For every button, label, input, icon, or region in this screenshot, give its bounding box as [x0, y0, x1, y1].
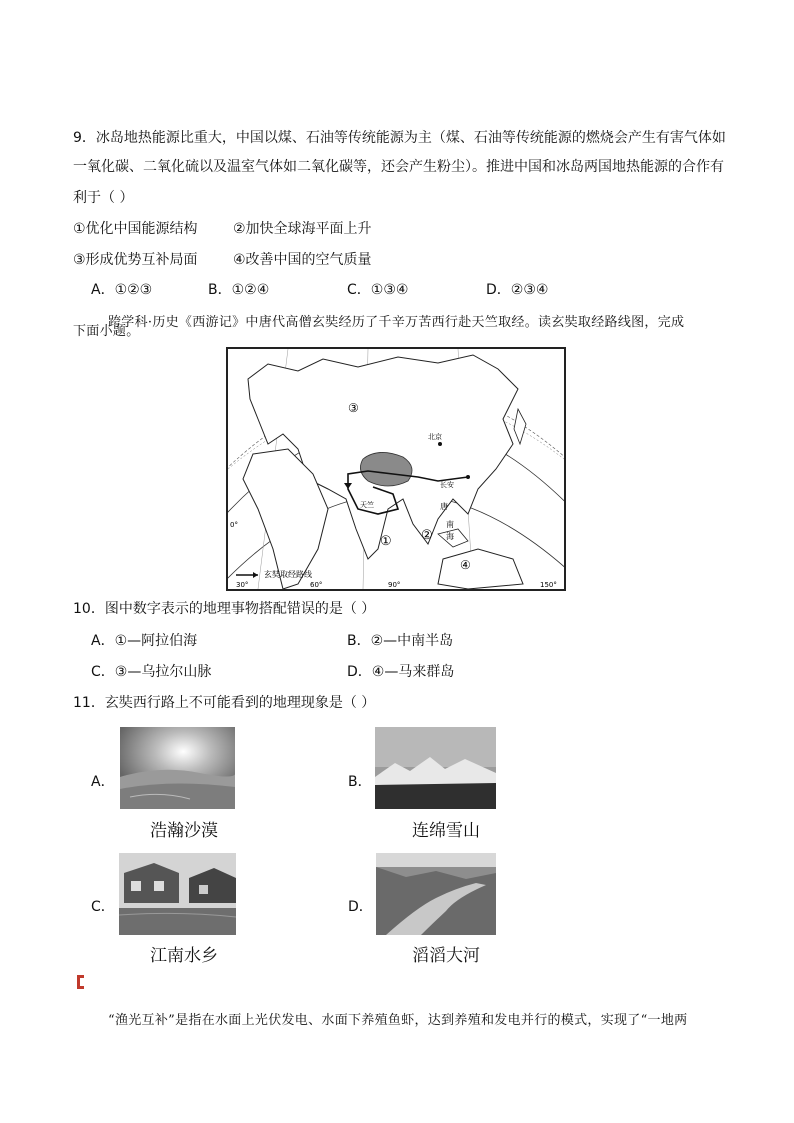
q9-stem-line3: 利于（ ）: [73, 190, 134, 206]
lon-label-30: 30°: [236, 581, 249, 589]
map-drawing: [228, 349, 564, 589]
q11-option-d-label: D．: [348, 899, 373, 915]
map-label-1: ①: [380, 534, 392, 549]
australia-landmass: [438, 549, 523, 589]
changan-dot: [466, 475, 470, 479]
q10-option-b: B．②—中南半岛: [347, 633, 454, 649]
desert-photo: [120, 727, 235, 809]
intro-line1: 跨学科·历史《西游记》中唐代高僧玄奘经历了千辛万苦西行赴天竺取经。读玄奘取经路线图，完成: [108, 315, 685, 330]
map-label-2: ②: [421, 528, 433, 543]
lon-label-90: 90°: [388, 581, 401, 589]
island: [514, 409, 526, 444]
q9-statement-1: ①优化中国能源结构: [73, 221, 198, 237]
q9-statement-4: ④改善中国的空气质量: [233, 252, 372, 268]
snow-mountain-photo: [375, 727, 496, 809]
beijing-dot: [438, 442, 442, 446]
q10-option-a: A．①—阿拉伯海: [91, 633, 198, 649]
map-label-3: ③: [348, 401, 359, 415]
q9-statement-3: ③形成优势互补局面: [73, 252, 198, 268]
q9-statement-2: ②加快全球海平面上升: [233, 221, 372, 237]
water-town-photo: [119, 853, 236, 935]
legend-arrowhead: [253, 572, 258, 578]
q11-option-c-caption: 江南水乡: [150, 946, 218, 966]
q11-option-d-caption: 滔滔大河: [412, 946, 480, 966]
map-label-tianzhu: 天竺: [360, 501, 374, 509]
q11-option-c-label: C．: [91, 899, 115, 915]
lat-label-0: 0°: [230, 521, 238, 529]
lon-label-150: 150°: [540, 581, 557, 589]
q9-option-d: D．②③④: [486, 282, 549, 298]
q11-option-a-label: A．: [91, 774, 115, 790]
q10-option-c: C．③—乌拉尔山脉: [91, 664, 212, 680]
map-label-beijing: 北京: [428, 433, 442, 441]
q11-option-b-label: B．: [348, 774, 372, 790]
intro-line2: 下面小题。: [73, 324, 140, 339]
q9-option-a: A．①②③: [91, 282, 153, 298]
map-label-nan: 南: [446, 520, 454, 529]
q9-stem-line1: 9．冰岛地热能源比重大，中国以煤、石油等传统能源为主（煤、石油等传统能源的燃烧会产生有害气体如: [73, 130, 726, 146]
river-photo: [376, 853, 496, 935]
q9-stem-line2: 一氧化碳、二氧化硫以及温室气体如二氧化碳等，还会产生粉尘）。推进中国和冰岛两国地热能源的合作有: [73, 159, 724, 175]
q9-option-b: B．①②④: [208, 282, 270, 298]
q11-stem: 11．玄奘西行路上不可能看到的地理现象是（ ）: [73, 695, 376, 711]
q10-option-d: D．④—马来群岛: [347, 664, 455, 680]
map-label-changan: 长安: [440, 481, 454, 489]
section-bracket: [77, 975, 84, 989]
q11-option-b-caption: 连绵雪山: [412, 821, 480, 841]
legend-label: 玄奘取经路线: [264, 570, 312, 579]
desert-region: [360, 452, 412, 486]
lon-label-60: 60°: [310, 581, 323, 589]
next-section-line1: “渔光互补”是指在水面上光伏发电、水面下养殖鱼虾，达到养殖和发电并行的模式，实现了“一地两: [108, 1013, 688, 1028]
map-label-tang: 唐: [440, 502, 448, 511]
xuanzang-route-map: [226, 347, 566, 591]
q9-option-c: C．①③④: [347, 282, 409, 298]
map-label-hai: 海: [446, 532, 454, 541]
map-label-4: ④: [460, 558, 471, 572]
q10-stem: 10．图中数字表示的地理事物搭配错误的是（ ）: [73, 601, 376, 617]
q11-option-a-caption: 浩瀚沙漠: [150, 821, 218, 841]
